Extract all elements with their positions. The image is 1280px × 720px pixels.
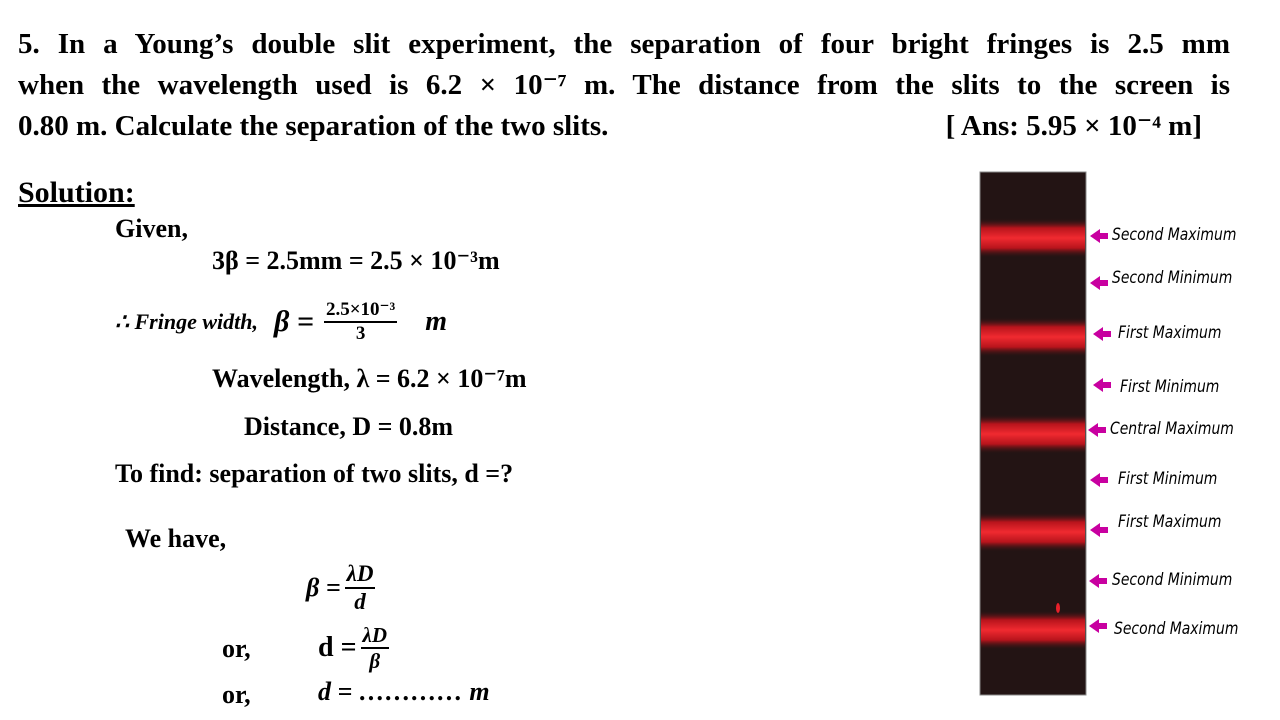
fringe-width-unit: m <box>425 306 448 337</box>
formula-beta-numerator: λD <box>345 562 376 589</box>
question-line-1: 5. In a Young’s double slit experiment, the separation of four bright fringes is 2.5 mm <box>18 28 1230 60</box>
fringe-width-fraction <box>324 300 397 344</box>
bright-fringe-top-1 <box>981 317 1085 357</box>
formula-beta-denominator: d <box>354 589 366 614</box>
we-have-label: We have, <box>125 524 227 553</box>
fringe-width-row <box>115 292 447 352</box>
fringe-label-second-maximum-top: Second Maximum <box>1112 225 1237 245</box>
fringe-width-denominator: 3 <box>355 323 366 344</box>
bright-fringe-bottom-2 <box>981 610 1085 650</box>
formula-d-fraction <box>361 624 390 672</box>
question-line-2: when the wavelength used is 6.2 × 10⁻⁷ m. The distance from the slits to the screen is <box>18 69 1230 101</box>
solution-heading: Solution: <box>18 176 135 209</box>
arrow-icon <box>1090 523 1108 537</box>
arrow-icon <box>1089 619 1107 633</box>
fringe-label-first-maximum-bottom: First Maximum <box>1118 512 1222 532</box>
fringe-label-first-minimum-bottom: First Minimum <box>1118 469 1218 489</box>
formula-beta-fraction <box>345 562 376 614</box>
formula-d-result: d = ………… m <box>318 677 490 706</box>
arrow-icon <box>1090 276 1108 290</box>
arrow-icon <box>1090 473 1108 487</box>
arrows <box>1088 229 1111 633</box>
to-find-line: To find: separation of two slits, d =? <box>115 459 514 488</box>
answer-text: [ Ans: 5.95 × 10⁻⁴ m] <box>945 110 1202 142</box>
formula-d-denominator: β <box>369 649 381 673</box>
formula-d-row <box>318 616 389 680</box>
fringe-width-numerator: 2.5×10⁻³ <box>324 300 397 323</box>
arrow-icon <box>1093 378 1111 392</box>
fringe-label-second-minimum-bottom: Second Minimum <box>1112 570 1233 590</box>
wavelength-line: Wavelength, λ = 6.2 × 10⁻⁷m <box>212 364 527 393</box>
arrow-icon <box>1090 229 1108 243</box>
bright-fringe-bottom-1 <box>981 512 1085 552</box>
or-label-2: or, <box>222 680 251 709</box>
fringe-label-first-minimum-top: First Minimum <box>1120 377 1220 397</box>
or-label-1: or, <box>222 634 251 663</box>
question-line-3-text: 0.80 m. Calculate the separation of the two slits. <box>18 110 609 142</box>
question-text <box>18 24 1230 147</box>
fringe-width-label: ∴ Fringe width, <box>115 309 258 334</box>
formula-beta-row <box>306 556 375 620</box>
arrow-icon <box>1093 327 1111 341</box>
red-dot-mark <box>1056 603 1060 613</box>
given-label: Given, <box>115 214 188 243</box>
fringe-label-first-maximum-top: First Maximum <box>1118 323 1222 343</box>
question-line-3 <box>18 106 1230 147</box>
fringe-label-second-maximum-bottom: Second Maximum <box>1114 619 1239 639</box>
bright-fringe-top-2 <box>981 218 1085 258</box>
distance-line: Distance, D = 0.8m <box>244 412 454 441</box>
equation-3beta: 3β = 2.5mm = 2.5 × 10⁻³m <box>212 246 500 275</box>
fringe-label-central-maximum: Central Maximum <box>1110 419 1234 439</box>
fringe-label-second-minimum-top: Second Minimum <box>1112 268 1233 288</box>
bright-fringe-central <box>981 414 1085 454</box>
formula-d-numerator: λD <box>361 624 390 649</box>
formula-d-lhs: d = <box>318 632 357 663</box>
formula-beta-lhs: β = <box>306 573 341 602</box>
fringe-width-lhs: β = <box>273 305 314 338</box>
arrow-icon <box>1088 423 1106 437</box>
arrow-icon <box>1089 574 1107 588</box>
